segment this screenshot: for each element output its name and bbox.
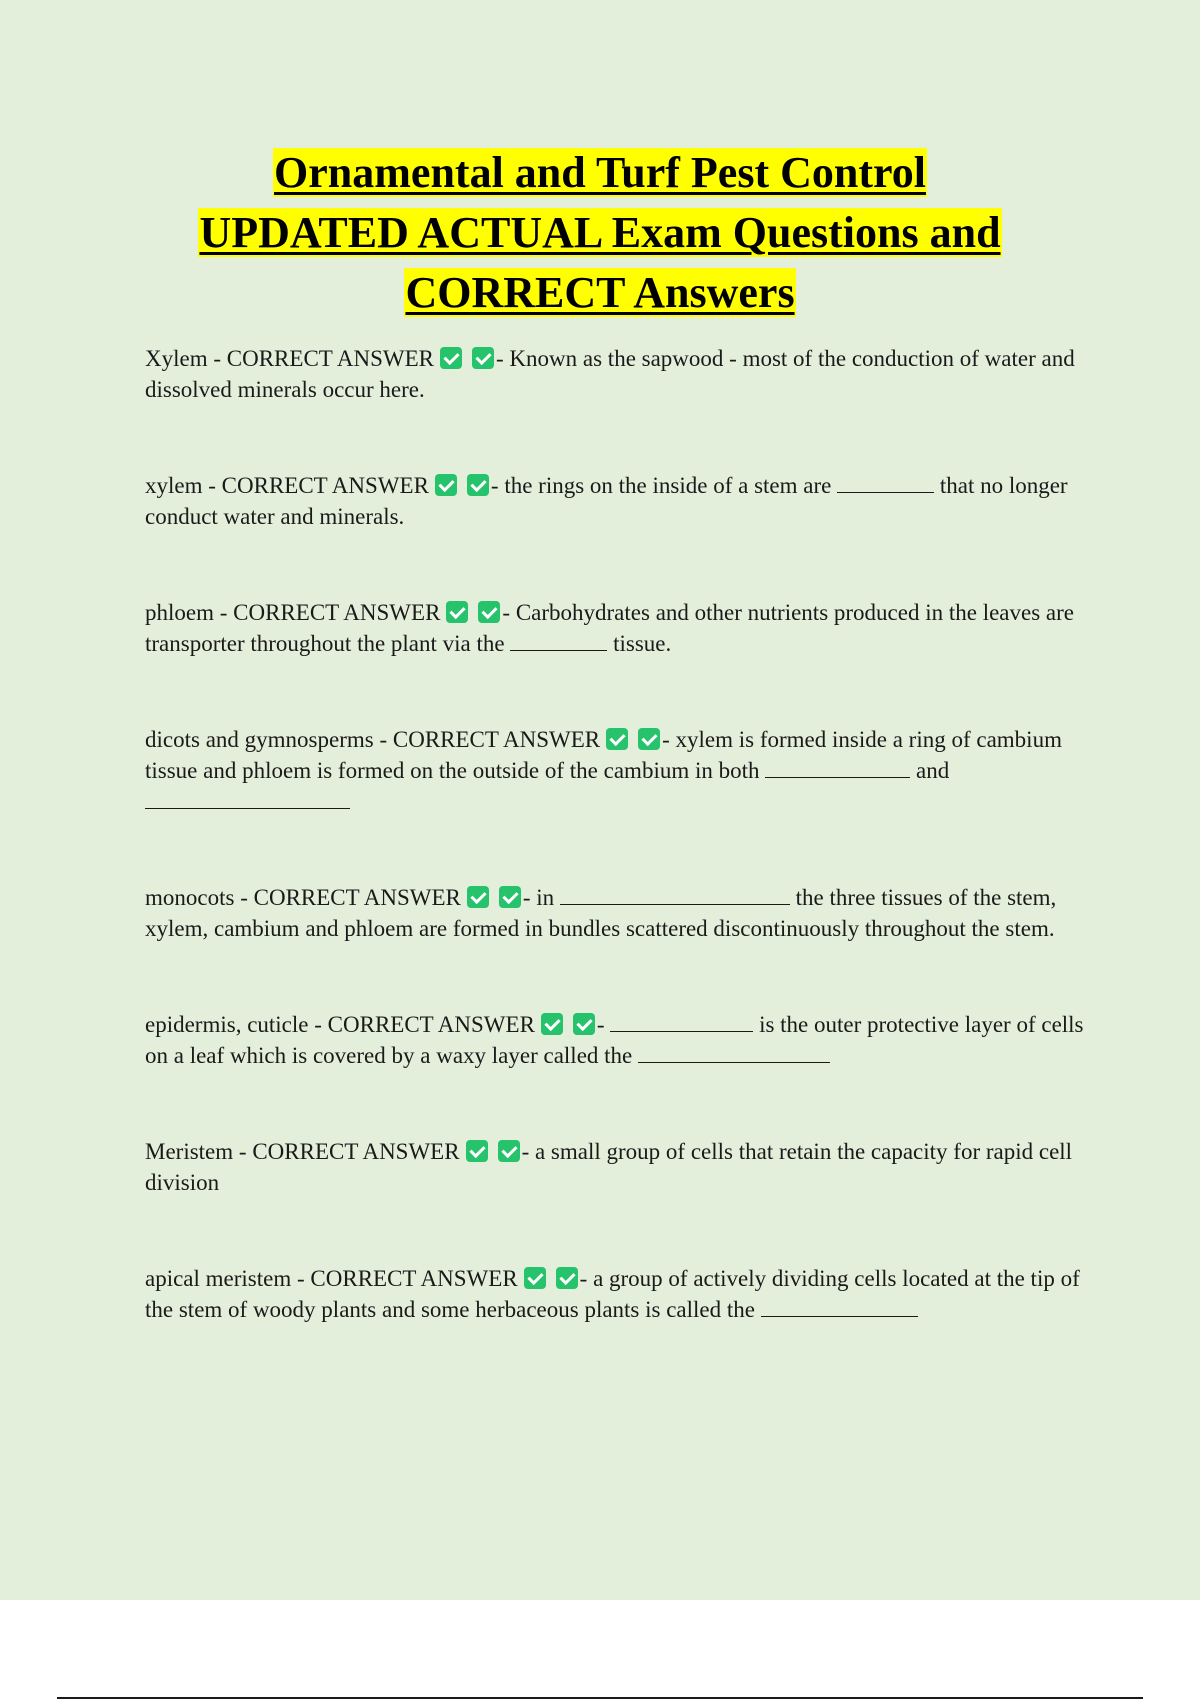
qa-text: - a small group of cells that retain the capacity for rapid cell division [145, 1139, 1073, 1195]
check-box-icon [466, 1140, 488, 1162]
qa-text: - Carbohydrates and other nutrients produced in the leaves are transporter throughout the plant via the [145, 600, 1075, 656]
qa-item-epidermis-cuticle [145, 1009, 1085, 1071]
answer-blank [610, 1010, 753, 1032]
page-divider [57, 1697, 1143, 1699]
check-box-icon [541, 1013, 563, 1035]
answer-label: - CORRECT ANSWER [208, 473, 429, 498]
answer-label: - CORRECT ANSWER [238, 1139, 460, 1164]
qa-item-phloem [145, 597, 1085, 659]
qa-text: - Known as the sapwood - most of the conduction of water and dissolved minerals occur here. [145, 346, 1075, 402]
qa-text: - [596, 1012, 611, 1037]
check-box-icon [498, 1140, 520, 1162]
check-box-icon [435, 474, 457, 496]
check-box-icon [573, 1013, 595, 1035]
qa-item-monocots [145, 882, 1085, 944]
qa-term: Xylem [145, 346, 208, 371]
check-box-icon [440, 347, 462, 369]
qa-text: - a group of actively dividing cells located at the tip of the stem of woody plants and some herbaceous plants is called the [145, 1266, 1080, 1322]
answer-label: - CORRECT ANSWER [379, 727, 601, 752]
check-box-icon [446, 601, 468, 623]
qa-text: tissue. [607, 631, 672, 656]
answer-label: - CORRECT ANSWER [297, 1266, 518, 1291]
answer-blank [145, 787, 350, 809]
title-line-3: CORRECT Answers [405, 268, 795, 317]
check-box-icon [467, 886, 489, 908]
answer-blank [560, 883, 790, 905]
qa-term: xylem [145, 473, 203, 498]
answer-blank [638, 1041, 830, 1063]
check-box-icon [606, 728, 628, 750]
check-box-icon [478, 601, 500, 623]
answer-blank [761, 1295, 918, 1317]
qa-term: Meristem [145, 1139, 234, 1164]
check-box-icon [524, 1267, 546, 1289]
check-box-icon [472, 347, 494, 369]
answer-blank [765, 756, 910, 778]
qa-term: epidermis, cuticle [145, 1012, 309, 1037]
document-title [100, 143, 1100, 323]
answer-label: - CORRECT ANSWER [213, 346, 435, 371]
qa-term: phloem [145, 600, 214, 625]
qa-text: - xylem is formed inside a ring of cambium tissue and phloem is formed on the outside of the cambium in both [145, 727, 1062, 783]
qa-item-meristem [145, 1136, 1085, 1198]
qa-text: and [910, 758, 950, 783]
qa-text: - in [522, 885, 560, 910]
qa-text: that no longer conduct water and minerals. [145, 473, 1068, 529]
answer-label: - CORRECT ANSWER [240, 885, 461, 910]
answer-label: - CORRECT ANSWER [219, 600, 441, 625]
qa-term: monocots [145, 885, 235, 910]
qa-item-xylem-rings [145, 470, 1085, 532]
qa-item-apical-meristem [145, 1263, 1085, 1325]
check-box-icon [467, 474, 489, 496]
title-line-1: Ornamental and Turf Pest Control [274, 148, 926, 197]
check-box-icon [499, 886, 521, 908]
qa-list [145, 343, 1085, 1325]
qa-term: apical meristem [145, 1266, 292, 1291]
answer-blank [510, 629, 607, 651]
qa-text: is the outer protective layer of cells on a leaf which is covered by a waxy layer called the [145, 1012, 1084, 1068]
answer-blank [837, 471, 934, 493]
qa-item-dicots-gymnosperms [145, 724, 1085, 817]
qa-term: dicots and gymnosperms [145, 727, 374, 752]
check-box-icon [556, 1267, 578, 1289]
check-box-icon [638, 728, 660, 750]
title-line-2: UPDATED ACTUAL Exam Questions and [199, 208, 1001, 257]
qa-text: the three tissues of the stem, xylem, cambium and phloem are formed in bundles scattered discontinuously throughout the stem. [145, 885, 1057, 941]
qa-item-xylem-sapwood [145, 343, 1085, 405]
qa-text: - the rings on the inside of a stem are [490, 473, 838, 498]
answer-label: - CORRECT ANSWER [314, 1012, 535, 1037]
